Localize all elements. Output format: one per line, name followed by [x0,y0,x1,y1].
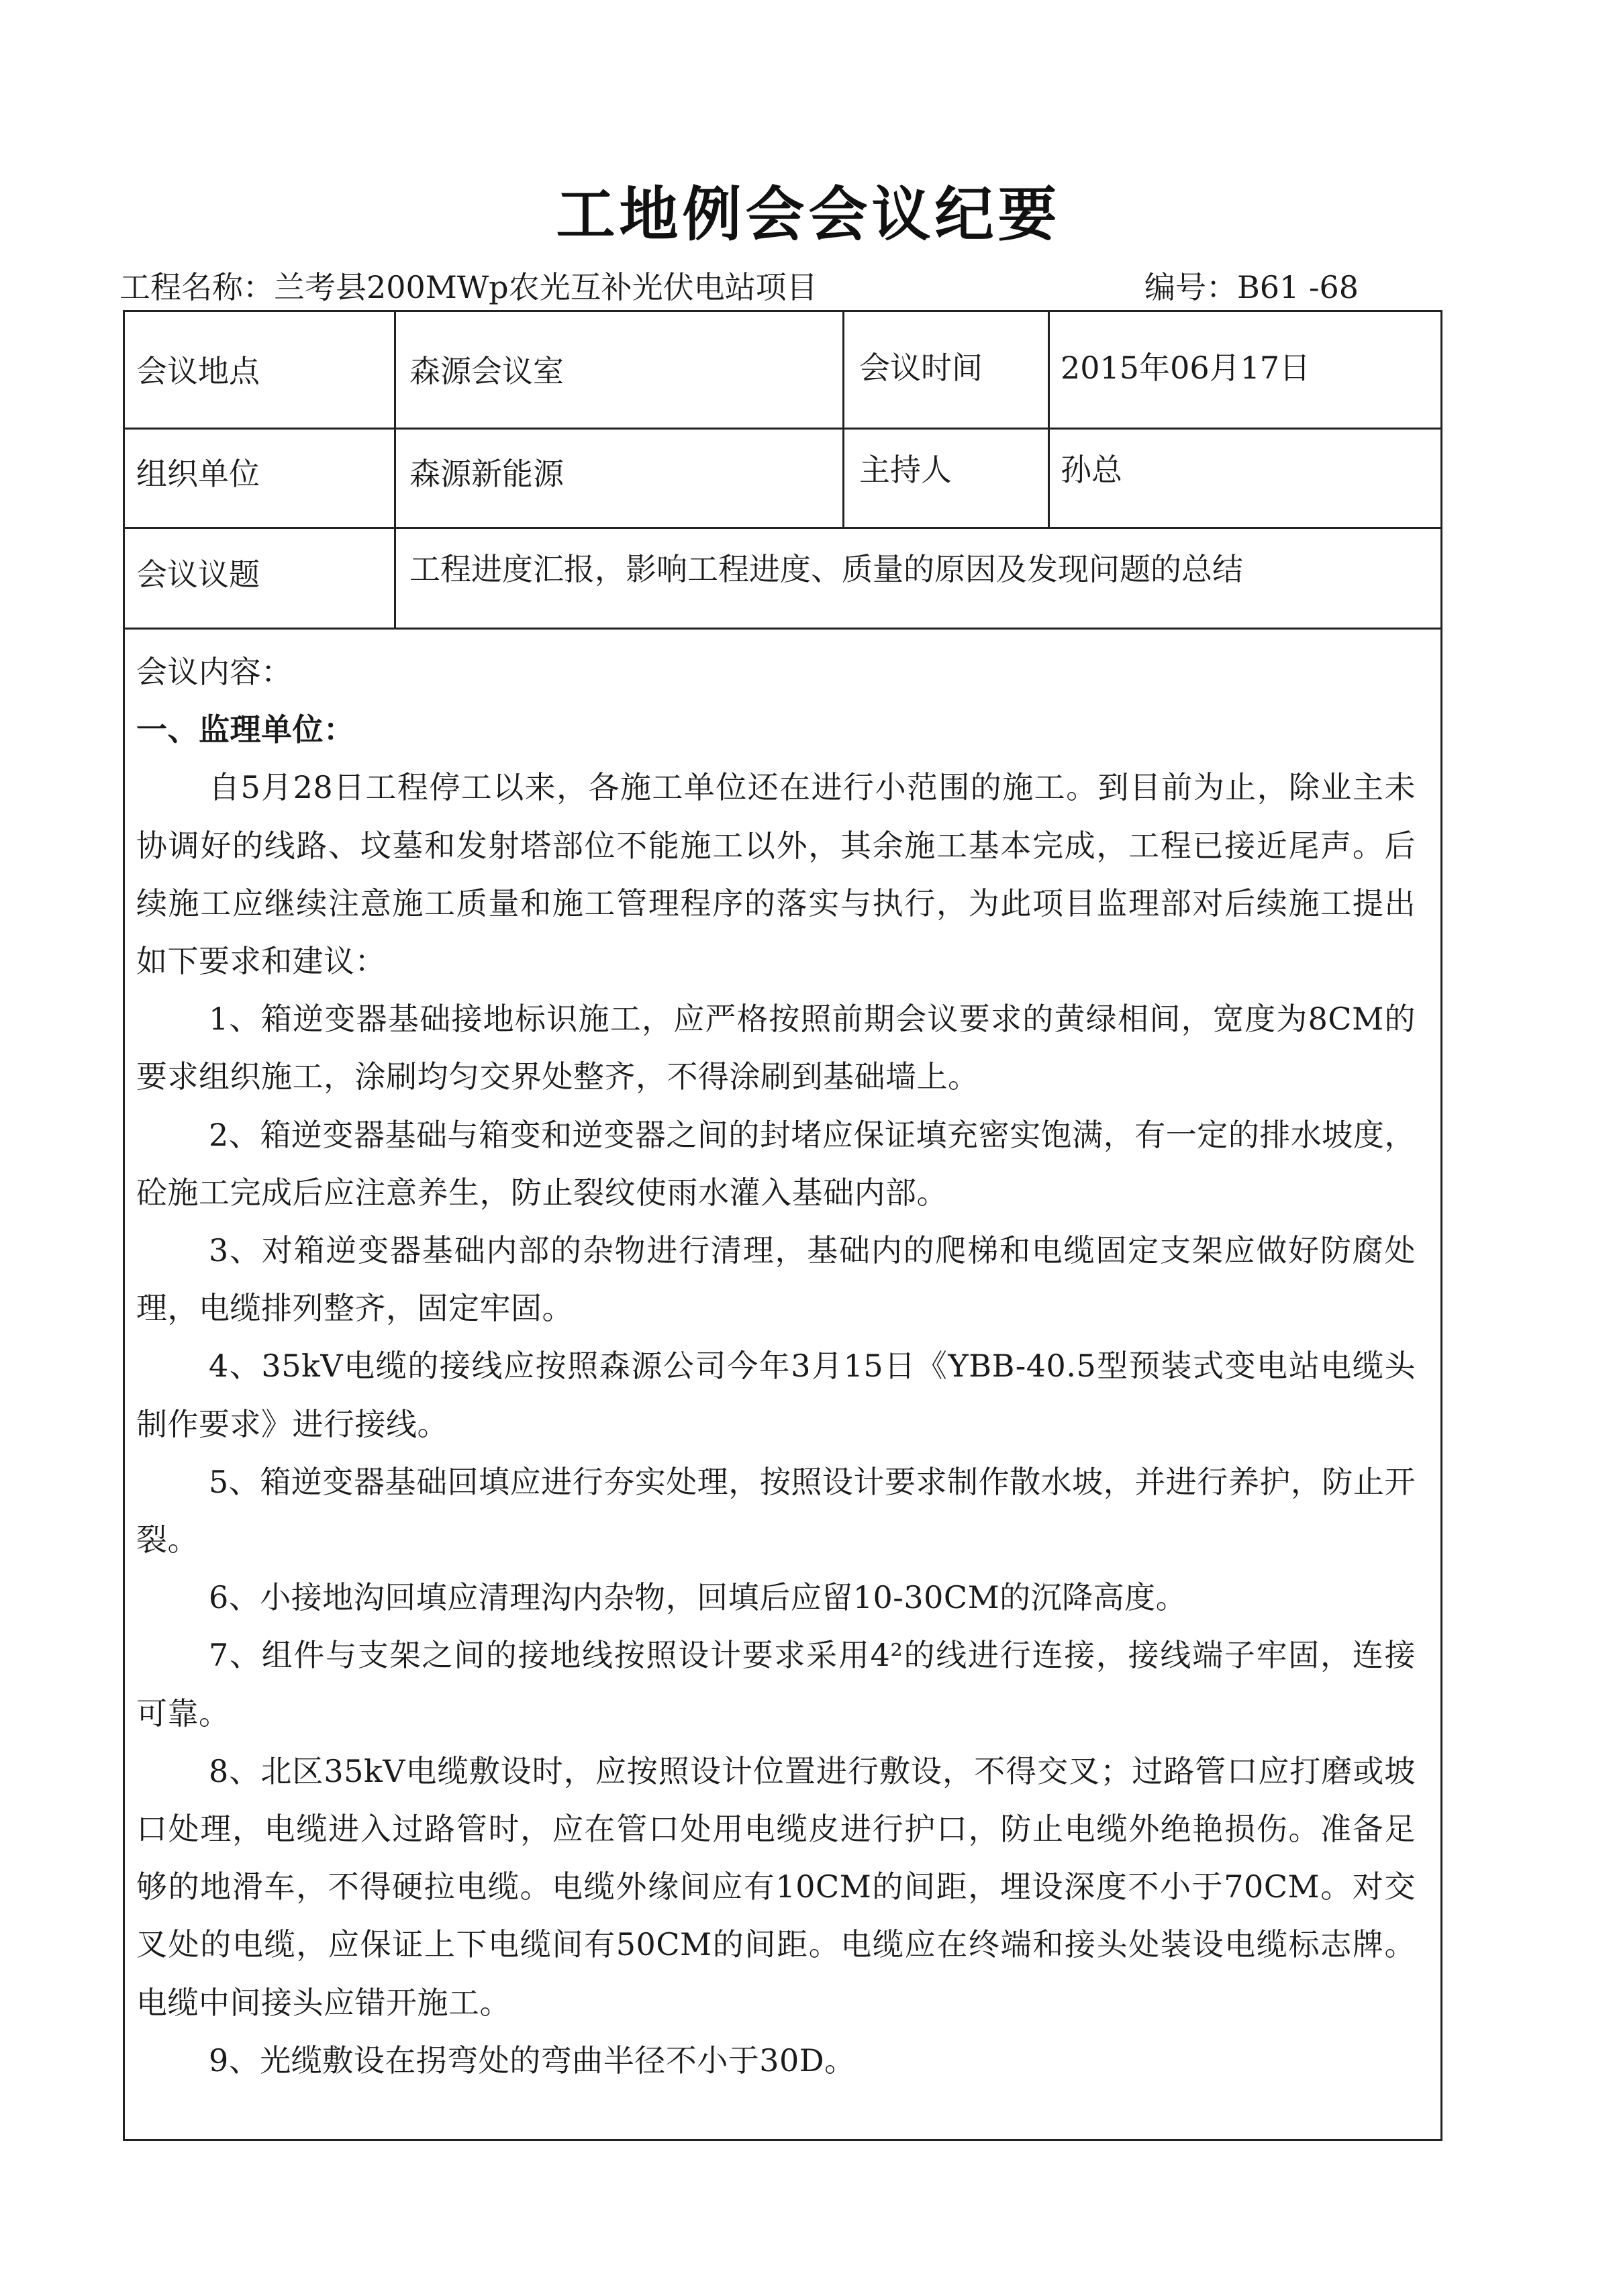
host-value: 孙总 [1061,452,1122,488]
requirement-item: 3、对箱逆变器基础内部的杂物进行清理，基础内的爬梯和电缆固定支架应做好防腐处理，电缆排列整齐，固定牢固。 [136,1232,1416,1327]
requirement-item: 8、北区35kV电缆敷设时，应按照设计位置进行敷设，不得交叉；过路管口应打磨或坡口处理，电缆进入过路管时，应在管口处用电缆皮进行护口，防止电缆外绝艳损伤。准备足够的地滑车，不得硬拉电缆。电缆外缘间应有10CM的间距，埋设深度不小于70CM。对交叉处的电缆，应保证上下电缆间有50CM的间距。电缆应在终端和接头处装设电缆标志牌。电缆中间接头应错开施工。 [136,1752,1416,2021]
document-number: 编号：B61 -68 [1144,269,1359,305]
location-value: 森源会议室 [409,353,564,389]
time-label: 会议时间 [859,350,983,386]
topic-value: 工程进度汇报，影响工程进度、质量的原因及发现问题的总结 [409,551,1243,587]
table-row-divider [123,428,1442,430]
requirement-item: 9、光缆敷设在拐弯处的弯曲半径不小于30D。 [209,2042,856,2079]
table-column-divider [1048,310,1050,527]
intro-paragraph: 自5月28日工程停工以来，各施工单位还在进行小范围的施工。到目前为止，除业主未协调好的线路、坟墓和发射塔部位不能施工以外，其余施工基本完成，工程已接近尾声。后续施工应继续注意施工质量和施工管理程序的落实与执行，为此项目监理部对后续施工提出如下要求和建议： [136,769,1416,980]
page-title: 工地例会会议纪要 [556,180,1061,249]
organizer-label: 组织单位 [136,456,260,492]
content-heading: 会议内容： [136,654,293,690]
requirement-item: 2、箱逆变器基础与箱变和逆变器之间的封堵应保证填充密实饱满，有一定的排水坡度，砼施工完成后应注意养生，防止裂纹使雨水灌入基础内部。 [136,1116,1416,1211]
topic-label: 会议议题 [136,556,260,593]
table-column-divider [842,310,844,527]
location-label: 会议地点 [136,353,260,389]
organizer-value: 森源新能源 [409,456,564,492]
table-row-divider [123,628,1442,630]
requirement-item: 4、35kV电缆的接线应按照森源公司今年3月15日《YBB-40.5型预装式变电站电缆头制作要求》进行接线。 [136,1348,1416,1442]
requirement-item: 1、箱逆变器基础接地标识施工，应严格按照前期会议要求的黄绿相间，宽度为8CM的要求组织施工，涂刷均匀交界处整齐，不得涂刷到基础墙上。 [136,1001,1416,1095]
table-row-divider [123,527,1442,529]
requirement-item: 5、箱逆变器基础回填应进行夯实处理，按照设计要求制作散水坡，并进行养护，防止开裂。 [136,1463,1416,1558]
meeting-content [123,643,1442,2089]
requirement-item: 7、组件与支架之间的接地线按照设计要求采用4²的线进行连接，接线端子牢固，连接可靠。 [136,1637,1416,1732]
section-title: 一、监理单位： [136,711,355,748]
table-column-divider [394,310,396,628]
host-label: 主持人 [859,452,952,488]
project-name: 工程名称：兰考县200MWp农光互补光伏电站项目 [119,269,818,305]
time-value: 2015年06月17日 [1061,350,1311,386]
requirement-item: 6、小接地沟回填应清理沟内杂物，回填后应留10-30CM的沉降高度。 [209,1579,1187,1616]
